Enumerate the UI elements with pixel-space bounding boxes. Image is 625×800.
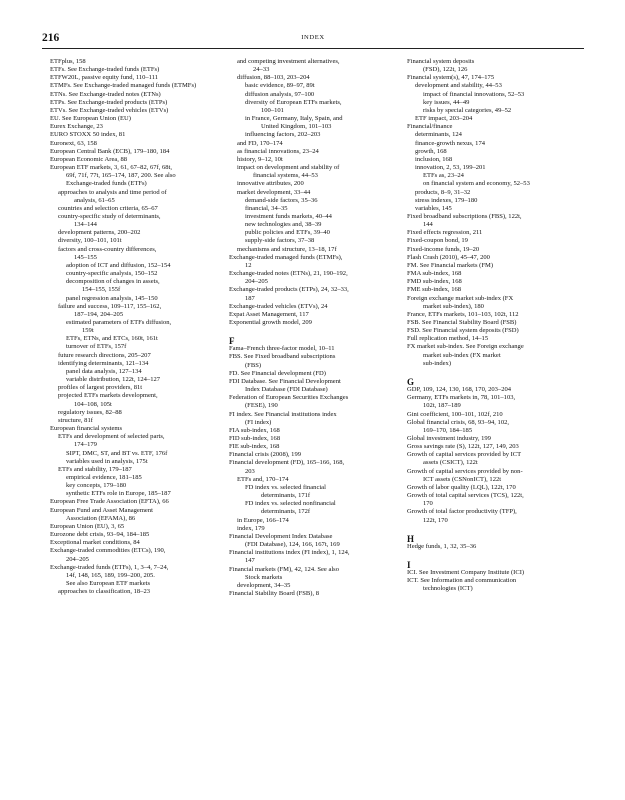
index-entry: ETPs. See Exchange-traded products (ETPs) [50,98,168,106]
index-entry: FDI Database. See Financial Development [229,377,341,385]
index-subentry: estimated parameters of ETFs diffusion, [66,319,172,326]
index-entry: FMD sub-index, 168 [407,278,462,286]
index-subentry: key concepts, 179–180 [66,482,127,490]
index-entry-continuation: 187 [245,294,255,302]
index-entry: France, ETFs markets, 101–103, 102t, 112 [407,310,519,318]
index-entry: Exponential growth model, 209 [229,319,312,326]
index-subentry: structure, 81f [58,416,93,424]
index-subentry: variable distribution, 122t, 124–127 [66,376,161,384]
index-subentry: as financial innovations, 23–24 [237,147,319,155]
index-subentry: index, 179 [237,524,265,532]
index-entry: Expat Asset Management, 117 [229,310,309,318]
index-entry: Global financial crisis, 68, 93–94, 102, [407,418,510,426]
index-subentry: diffusion analysis, 97–100 [245,90,315,98]
index-subentry: ETFs and stability, 179–187 [58,465,132,473]
index-entry: ICI. See Investment Company Institute (ICI) [407,569,525,577]
index-entry-continuation: 134–144 [74,221,97,229]
index-subentry: FD index vs. selected financial [245,483,326,491]
index-subentry: determinants, 124 [415,131,462,139]
index-entry-continuation: market sub-index), 180 [423,302,484,310]
index-subentry: projected ETFs markets development, [58,392,158,400]
index-entry: FX market sub-index. See Foreign exchange [407,343,524,351]
index-entry-continuation: financial systems, 44–53 [253,172,318,180]
index-entry: Financial markets (FM), 42, 124. See also [229,565,340,573]
index-entry: Financial institutions index (FI index), 1, 124, [229,549,350,557]
index-entry-continuation: United Kingdom, 101–103 [261,123,332,131]
index-entry-continuation: 154–155, 155f [82,286,121,294]
page-header [42,32,584,49]
index-subentry: approaches to analysis and time period of [58,188,167,196]
index-entry: Growth of total capital services (TCS), 122t, [407,492,524,500]
index-entry: Growth of labor quality (LQL), 122t, 170 [407,483,516,491]
letter-heading: F [229,336,235,347]
index-entry: ETNs. See Exchange-traded notes (ETNs) [50,90,161,98]
index-subentry: new technologies and, 38–39 [245,221,322,229]
index-entry-continuation: 122t, 170 [423,516,448,524]
index-entry-continuation: 69f, 71f, 77t, 165–174, 187, 200. See also [66,172,176,180]
index-subentry: country-specific analysis, 150–152 [66,270,158,278]
index-subentry: identifying determinants, 121–134 [58,359,149,367]
index-subentry: development patterns, 200–202 [58,229,141,237]
index-entry-continuation: Association (EFAMA), 86 [66,514,136,522]
index-entry: Flash Crash (2010), 45–47, 200 [407,253,490,261]
index-entry: ICT. See Information and communication [407,577,517,585]
index-entry-continuation: 187–194, 204–205 [74,310,124,318]
index-entry: European ETF markets, 3, 61, 67–82, 67f, 68t, [50,164,173,172]
index-entry-continuation: 100–101 [261,106,284,114]
index-entry: Fixed broadband subscriptions (FBS), 122t, [407,212,522,220]
index-entry: Exchange-traded products (ETPs), 24, 32–33, [229,286,349,294]
index-subentry: diffusion, 88–103, 203–204 [237,74,310,82]
index-subentry: in France, Germany, Italy, Spain, and [245,115,343,123]
index-entry: European Free Trade Association (EFTA), 66 [50,498,169,506]
index-subentry: adoption of ICT and diffusion, 152–154 [66,261,171,269]
index-entry-continuation: 169–170, 184–185 [423,426,473,434]
index-entry: FIE sub-index, 168 [229,443,280,451]
index-subentry: profiles of largest providers, 81t [58,384,143,392]
index-subentry: ETFs and, 170–174 [237,475,289,483]
index-entry: Financial/finance [407,123,453,131]
index-entry-continuation: 159t [82,327,94,335]
index-entry: European Central Bank (ECB), 179–180, 184 [50,147,170,155]
index-subentry: risks by special categories, 49–52 [423,106,512,114]
index-entry: European Economic Area, 88 [50,155,128,163]
index-entry: Gross savings rate (S), 122t, 127, 149, 203 [407,443,519,451]
index-entry-continuation: 12 [245,261,252,269]
index-entry-continuation: 170 [423,500,433,508]
index-entry: Eurozone debt crisis, 93–94, 184–185 [50,531,150,539]
index-subentry: in Europe, 166–174 [237,516,289,524]
index-subentry: factors and cross-country differences, [58,245,157,253]
index-subentry: public policies and ETFs, 39–40 [245,229,330,237]
index-entry: Growth of capital services provided by ICT [407,451,522,459]
index-entry: European Union (EU), 3, 65 [50,522,125,530]
index-entry: Hedge funds, 1, 32, 35–36 [407,542,477,550]
index-subentry: turnover of ETFs, 157f [66,343,127,351]
letter-heading: G [407,376,415,387]
index-entry: Growth of total factor productivity (TFP), [407,508,517,516]
index-subentry: variables used in analysis, 175t [66,457,148,465]
index-subentry: demand-side factors, 35–36 [245,196,318,204]
index-entry: Financial system(s), 47, 174–175 [407,74,495,82]
index-entry: FBS. See Fixed broadband subscriptions [229,353,336,361]
index-entry: European Fund and Asset Management [50,506,153,514]
index-subentry: influencing factors, 202–203 [245,131,321,139]
index-subentry: approaches to classification, 18–23 [58,588,150,596]
index-entry: GDP, 109, 124, 130, 168, 170, 203–204 [407,386,512,394]
index-subentry: empirical evidence, 181–185 [66,473,142,481]
index-subentry: panel regression analysis, 145–150 [66,294,158,302]
index-subentry: failure and success, 109–117, 155–162, [58,302,162,310]
index-entry: FSD. See Financial system deposits (FSD) [407,327,519,335]
index-subentry: impact on development and stability of [237,164,340,172]
index-subentry: ETF impact, 203–204 [415,115,473,123]
index-subentry: diversity of European ETFs markets, [245,98,342,106]
index-entry-continuation: (FSD), 122t, 126 [423,66,468,74]
index-entry: Fama–French three-factor model, 10–11 [229,345,335,353]
index-subentry: future research directions, 205–207 [58,351,151,359]
index-subentry: countries and selection criteria, 65–67 [58,204,158,212]
index-entry: FID sub-index, 168 [229,435,281,443]
index-entry: Euronext, 63, 158 [50,139,97,147]
index-subentry: investment funds markets, 40–44 [245,212,332,220]
index-entry-continuation: determinants, 172f [261,508,311,516]
index-entry: FD. See Financial development (FD) [229,369,326,377]
index-entry: ETFW20L, passive equity fund, 110–111 [50,74,159,82]
index-entry: Exceptional market conditions, 84 [50,539,140,547]
index-entry: FI index. See Financial institutions index [229,410,337,418]
index-subentry: ETFs, ETNs, and ETCs, 160t, 161t [66,335,158,343]
index-subentry: supply-side factors, 37–38 [245,237,315,245]
index-entry-continuation: (FESE), 190 [245,402,278,410]
index-entry-continuation: 145–155 [74,253,97,261]
index-entry-continuation: 203 [245,467,255,475]
index-subentry: development, 34–35 [237,581,291,589]
index-entry-continuation: 104–108, 105t [74,400,112,408]
index-subentry: stress indexes, 179–180 [415,196,478,204]
index-entry-continuation: 174–179 [74,441,97,449]
index-entry: Exchange-traded commodities (ETCs), 190, [50,547,166,555]
index-entry: Growth of capital services provided by non- [407,467,523,475]
index-entry-continuation: (FBS) [245,361,262,369]
index-entry-continuation: 24–33 [253,66,270,74]
index-subentry: ETFs as, 23–24 [423,172,464,180]
index-entry-continuation: assets (CSICT), 122t [423,459,478,467]
index-entry: Germany, ETFs markets in, 78, 101–103, [407,394,516,402]
index-entry: Exchange-traded funds (ETFs), 1, 3–4, 7–24, [50,563,169,571]
index-entry: Exchange-traded managed funds (ETMFs), [229,253,343,261]
index-entry-continuation: technologies (ICT) [423,585,473,593]
index-entry: Exchange-traded vehicles (ETVs), 24 [229,302,328,310]
index-entry: FSB. See Financial Stability Board (FSB) [407,319,517,326]
index-entry: Fixed-income funds, 19–20 [407,245,480,253]
index-subentry: ETFs and development of selected parts, [58,433,165,441]
index-entry-continuation: Index Database (FDI Database) [245,386,328,394]
index-subentry: market development, 33–44 [237,188,311,196]
index-entry: ETMFs. See Exchange-traded managed funds (ETMFs) [50,82,197,90]
index-entry: FM. See Financial markets (FM) [407,261,494,269]
index-entry: Financial Stability Board (FSB), 8 [229,589,320,597]
letter-heading: H [407,533,415,544]
index-entry: Eurex Exchange, 23 [50,123,103,131]
index-entry-continuation: analysis, 61–65 [74,196,115,204]
index-subentry: products, 8–9, 31–32 [415,188,471,196]
index-entry-continuation: Stock markets [245,573,283,581]
index-entry-continuation: determinants, 171f [261,492,311,500]
index-entry: EU. See European Union (EU) [50,115,131,123]
index-subentry: growth, 168 [415,147,447,155]
index-subentry: inclusion, 168 [415,155,453,163]
page-number: 216 [42,32,60,44]
index-entry-continuation: See also European ETF markets [66,580,150,587]
index-subentry: and competing investment alternatives, [237,58,340,65]
letter-heading: I [407,560,411,571]
index-entry: Financial development (FD), 165–166, 168, [229,459,345,467]
index-subentry: SIPT, DMC, ST, and BT vs. ETF, 176f [66,449,168,457]
index-subentry: synthetic ETFs role in Europe, 185–187 [66,490,171,498]
index-subentry: FD index vs. selected nonfinancial [245,500,336,508]
index-entry: FIA sub-index, 168 [229,426,280,434]
index-entry: Gini coefficient, 100–101, 102f, 210 [407,410,503,418]
index-subentry: history, 9–12, 10t [237,155,283,163]
index-subentry: decomposition of changes in assets, [66,278,160,286]
index-entry: Financial crisis (2008), 199 [229,451,302,459]
index-entry: ETFs. See Exchange-traded funds (ETFs) [50,66,160,74]
index-subentry: basic evidence, 89–97, 89t [245,82,315,90]
index-entry: EURO STOXX 50 index, 81 [50,131,126,139]
index-entry: Foreign exchange market sub-index (FX [407,294,514,302]
index-entry: Fixed-coupon bond, 19 [407,237,468,245]
index-column-1 [50,58,220,596]
index-entry: Fixed effects regression, 211 [407,229,483,237]
index-subentry: key issues, 44–49 [423,98,470,106]
index-subentry: variables, 145 [415,204,452,212]
index-entry-continuation: 147 [245,557,255,565]
index-entry: FME sub-index, 168 [407,286,462,294]
index-entry: Financial Development Index Database [229,532,333,540]
index-entry: ETVs. See Exchange-traded vehicles (ETVs) [50,106,169,114]
index-entry-continuation: 204–205 [245,278,268,286]
index-entry-continuation: market sub-index (FX market [423,351,501,359]
index-subentry: regulatory issues, 82–88 [58,408,122,416]
index-subentry: on financial system and economy, 52–53 [423,180,530,188]
index-entry: Full replication method, 14–15 [407,335,489,343]
index-subentry: and FD, 170–174 [237,139,283,147]
index-entry: FMA sub-index, 168 [407,270,462,278]
index-column-2 [229,58,401,598]
index-subentry: panel data analysis, 127–134 [66,367,142,375]
index-entry-continuation: Exchange-traded funds (ETFs) [66,180,147,188]
index-entry: Federation of European Securities Exchanges [229,394,349,402]
index-subentry: innovation, 2, 53, 199–201 [415,164,486,172]
index-column-3 [407,58,585,594]
index-entry-continuation: 14f, 148, 165, 189, 199–200, 205. [66,571,155,579]
index-entry-continuation: 144 [423,221,433,229]
index-subentry: mechanisms and structure, 13–18, 17f [237,245,337,253]
index-entry-continuation: 102t, 187–189 [423,402,461,410]
index-subentry: development and stability, 44–53 [415,82,502,90]
index-subentry: country-specific study of determinants, [58,212,161,220]
index-entry-continuation: (FI index) [245,418,272,426]
index-entry-continuation: 204–205 [66,555,89,563]
index-subentry: innovative attributes, 200 [237,180,304,188]
index-entry-continuation: sub-index) [423,359,452,367]
index-subentry: impact of financial innovations, 52–53 [423,90,525,98]
index-entry: European financial systems [50,425,122,433]
index-subentry: finance-growth nexus, 174 [415,139,485,147]
index-entry: ETFplus, 158 [50,58,86,65]
index-entry-continuation: ICT assets (CSNonICT), 122t [423,475,502,483]
index-entry-continuation: (FDI Database), 124, 166, 167t, 169 [245,541,340,549]
index-entry: Global investment industry, 199 [407,435,491,443]
index-entry: Exchange-traded notes (ETNs), 21, 190–192, [229,270,348,278]
running-title: INDEX [301,34,325,41]
index-entry: Financial system deposits [407,58,475,65]
index-subentry: diversity, 100–101, 101t [58,237,122,245]
index-subentry: financial, 34–35 [245,204,288,212]
